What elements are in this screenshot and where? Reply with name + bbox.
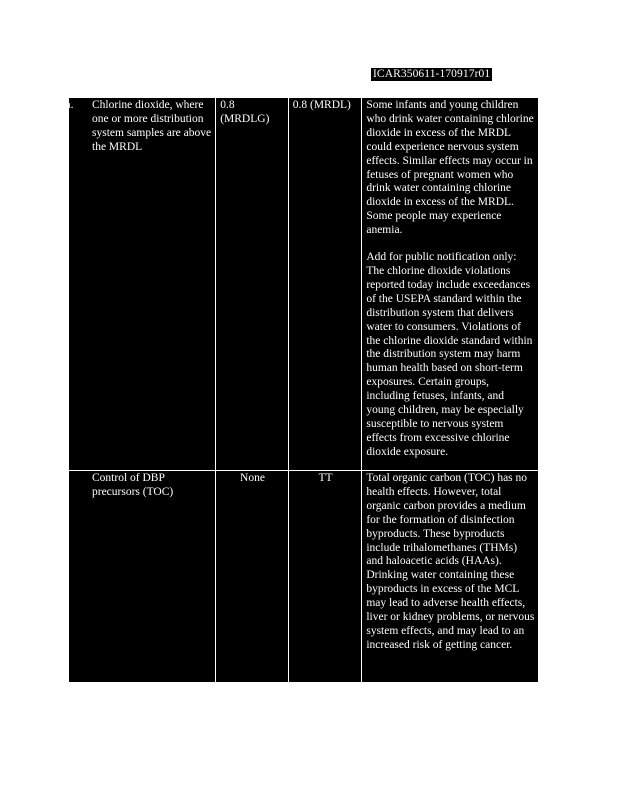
table-row <box>69 471 539 683</box>
health-effects-text: Some infants and young children who drink water containing chlorine dioxide in excess of the MRDL could experience nervous system effects. Similar effects may occur in fetuses of pregnant women who drink water containing chlorine dioxide in excess of the MRDL. Some people may experience anemia. <box>366 99 534 237</box>
mclg-value: None <box>240 472 265 484</box>
health-effects-cell <box>362 98 539 471</box>
mcl-cell <box>288 98 362 471</box>
health-effects-text: Total organic carbon (TOC) has no health effects. However, total organic carbon provides a medium for the formation of disinfection byproducts. These byproducts include trihalomethanes (THMs) and haloacetic acids (HAAs). Drinking water containing these byproducts in excess of the MCL may lead to adverse health effects, liver or kidney problems, or nervous system effects, and may lead to an increased risk of getting cancer. <box>366 472 535 651</box>
health-effects-cell <box>362 471 539 683</box>
mcl-value: 0.8 (MRDL) <box>292 99 351 111</box>
table-row <box>69 98 539 471</box>
mclg-value: 0.8 (MRDLG) <box>220 99 270 125</box>
contaminant-name: Control of DBP precursors (TOC) <box>92 472 174 498</box>
mclg-cell <box>216 98 289 471</box>
mcl-cell <box>288 471 362 683</box>
contaminant-name: Chlorine dioxide, where one or more distribution system samples are above the MRDL <box>92 99 212 153</box>
contaminant-cell <box>54 471 216 683</box>
mcl-value: TT <box>318 472 333 484</box>
row-number: 86a. <box>54 99 74 111</box>
row-number: 87. <box>54 472 69 484</box>
contaminant-cell <box>54 98 216 471</box>
public-notification-text: Add for public notification only: The chlorine dioxide violations reported today include exceedances of the USEPA standard within the distribution system that delivers water to consumers. Violations of the chlorine dioxide standard within the distribution system may harm human health based on short-term exposures. Certain groups, including fetuses, infants, and young children, may be especially susceptible to nervous system effects from excessive chlorine dioxide exposure. <box>366 251 533 458</box>
document-id: ICAR350611-170917r01 <box>373 68 491 80</box>
mclg-cell <box>216 471 289 683</box>
health-effects-table <box>54 97 539 683</box>
